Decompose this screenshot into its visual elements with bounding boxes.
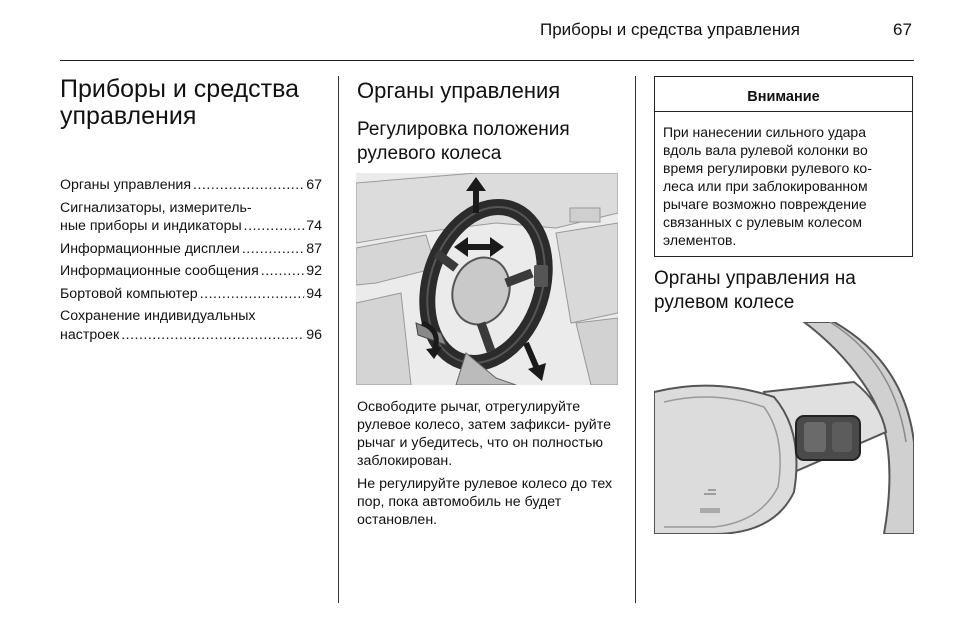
instruction-paragraph: Освободите рычаг, отрегулируйте рулевое колесо, затем зафикси- руйте рычаг и убедитесь, что он полностью заблокирован. <box>357 399 611 469</box>
warning-title: Внимание <box>655 77 912 112</box>
caution-paragraph: Не регулируйте рулевое колесо до тех пор, пока автомобиль не будет остановлен. <box>357 476 613 528</box>
header-divider <box>60 60 914 61</box>
toc-page-number: 92 <box>306 263 322 279</box>
chapter-title: Приборы и средства управления <box>60 75 299 130</box>
warning-box <box>654 76 913 257</box>
toc-leader-dots <box>200 285 305 304</box>
steering-adjustment-illustration <box>356 173 618 385</box>
column-divider-right <box>635 76 636 603</box>
toc-leader-dots <box>193 176 304 195</box>
toc-page-number: 94 <box>306 285 322 302</box>
toc-entry-label: Информационные сообщения <box>60 263 259 279</box>
toc-leader-dots <box>244 217 305 236</box>
toc-page-number: 96 <box>306 326 322 343</box>
toc-entry-label: Органы управления <box>60 177 192 193</box>
toc-entry[interactable] <box>60 285 322 304</box>
toc-entry-label: Информационные дисплеи <box>60 240 240 257</box>
toc-entry[interactable] <box>60 240 322 259</box>
table-of-contents <box>60 176 322 348</box>
toc-page-number: 87 <box>306 240 322 257</box>
column-divider-left <box>338 76 339 603</box>
toc-leader-dots <box>121 326 304 345</box>
toc-entry-label: настроек <box>60 326 120 343</box>
section-heading: Органы управления <box>357 78 561 103</box>
toc-entry-label: Сохранение индивидуальных <box>60 308 256 324</box>
running-header-title: Приборы и средства управления <box>540 20 800 39</box>
subsection-heading: Регулировка положения рулевого колеса <box>357 119 570 164</box>
toc-leader-dots <box>242 240 304 259</box>
toc-entry-label: ные приборы и индикаторы <box>60 218 242 234</box>
toc-page-number: 67 <box>306 177 322 193</box>
toc-entry[interactable] <box>60 262 322 281</box>
toc-entry-label: Сигнализаторы, измеритель- <box>60 199 252 216</box>
steering-controls-heading: Органы управления на рулевом колесе <box>654 268 856 313</box>
toc-entry[interactable] <box>60 307 322 344</box>
page-number: 67 <box>893 20 912 39</box>
toc-leader-dots <box>261 262 304 281</box>
toc-entry[interactable] <box>60 199 322 236</box>
warning-text: При нанесении сильного удара вдоль вала рулевой колонки во время регулировки рулевого ко- леса или при заблокированном рычаге возможно повреждение связанных с рулевым колесом элементов. <box>663 124 872 248</box>
toc-entry-label: Бортовой компьютер <box>60 285 198 302</box>
toc-entry[interactable] <box>60 176 322 195</box>
toc-page-number: 74 <box>306 218 322 234</box>
steering-wheel-controls-illustration <box>654 322 914 534</box>
